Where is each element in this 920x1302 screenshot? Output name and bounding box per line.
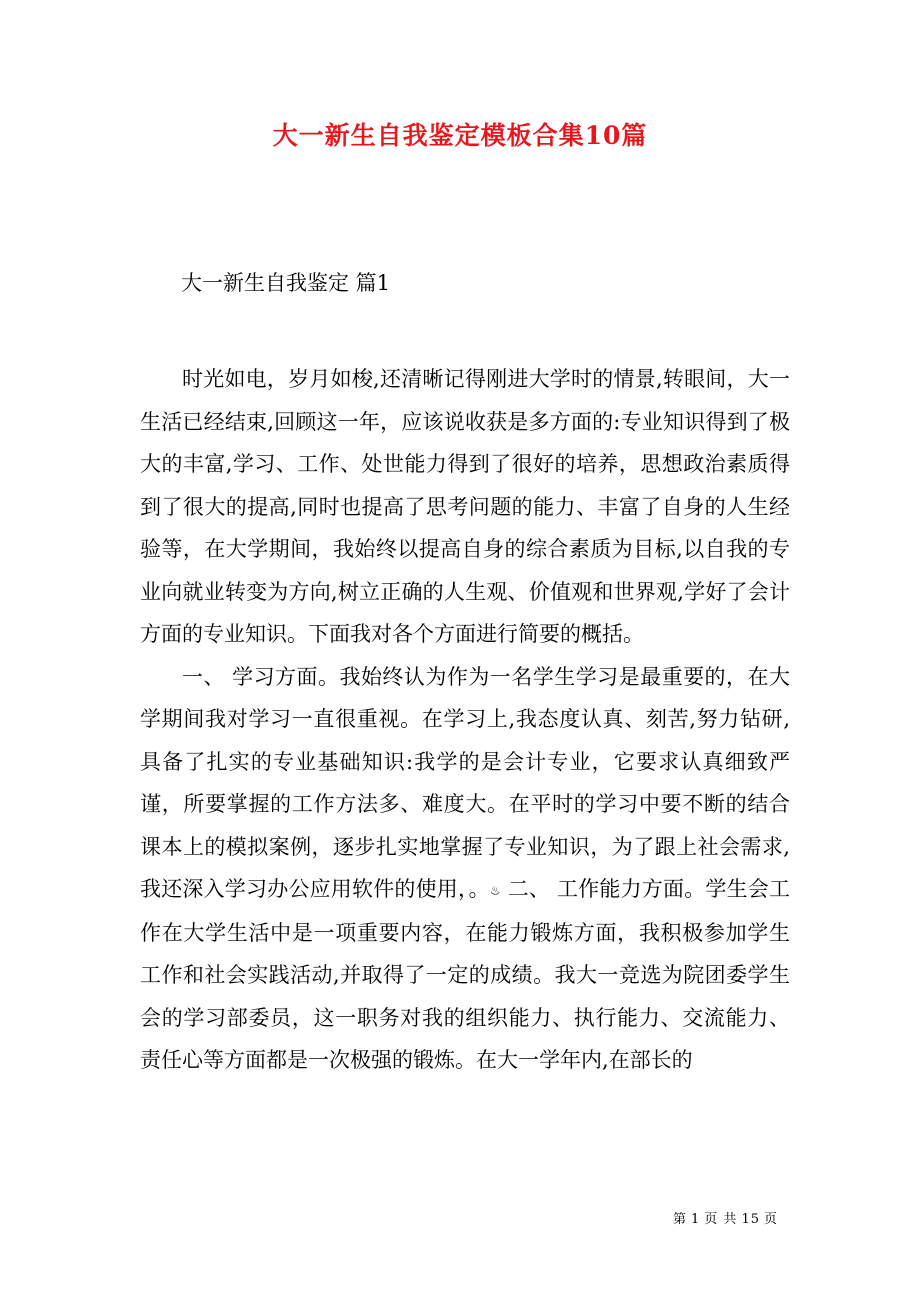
footer-total-pages: 15 — [741, 1212, 760, 1227]
document-body — [140, 358, 790, 1082]
inline-mark-icon: ♨ — [489, 883, 501, 898]
section-heading: 大一新生自我鉴定 篇1 — [181, 271, 391, 295]
footer-suffix: 页 — [763, 1212, 778, 1227]
page-footer — [671, 1208, 780, 1227]
paragraph-2-text: 一、 学习方面。我始终认为作为一名学生学习是最重要的，在大学期间我对学习一直很重视。在学习上,我态度认真、刻苦,努力钻研,具备了扎实的专业基础知识:我学的是会计专业，它要求认真细致严谨，所要掌握的工作方法多、难度大。在平时的学习中要不断的结合课本上的模拟案例，逐步扎实地掌握了专业知识，为了跟上社会需求,我还深入学习办公应用软件的使用，。 — [140, 664, 790, 901]
paragraph-2 — [140, 656, 790, 1082]
footer-prefix: 第 — [673, 1212, 688, 1227]
footer-middle: 页 共 — [704, 1212, 738, 1227]
footer-page-number: 1 — [691, 1212, 701, 1227]
paragraph-3-text: 二、 工作能力方面。学生会工作在大学生活中是一项重要内容，在能力锻炼方面，我积极参加学生工作和社会实践活动,并取得了一定的成绩。我大一竞选为院团委学生会的学习部委员，这一职务对我的组织能力、执行能力、交流能力、责任心等方面都是一次极强的锻炼。在大一学年内,在部长的 — [140, 877, 790, 1073]
document-title: 大一新生自我鉴定模板合集10篇 — [272, 121, 648, 150]
paragraph-1: 时光如电，岁月如梭,还清晰记得刚进大学时的情景,转眼间，大一生活已经结束,回顾这一年，应该说收获是多方面的:专业知识得到了极大的丰富,学习、工作、处世能力得到了很好的培养，思想政治素质得到了很大的提高,同时也提高了思考问题的能力、丰富了自身的人生经验等，在大学期间，我始终以提高自身的综合素质为目标,以自我的专业向就业转变为方向,树立正确的人生观、价值观和世界观,学好了会计方面的专业知识。下面我对各个方面进行简要的概括。 — [140, 367, 790, 646]
